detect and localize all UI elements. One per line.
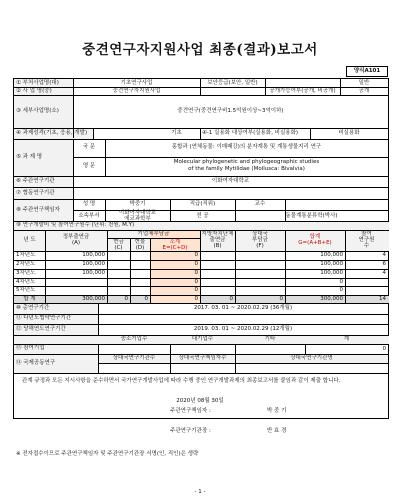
category-label: ④ 과제성격(기초, 응용, 개발) — [16, 130, 88, 136]
host-org-label: ⑥ 주관연구기관 — [16, 178, 55, 184]
pi-label: ⑧ 주관연구책임자 — [16, 207, 60, 213]
form-code-badge: 양식A101 — [346, 66, 388, 77]
pi-name-label: 성 명 — [82, 201, 96, 207]
total-period-label: ⑩ 총연구기간 — [16, 305, 50, 311]
govt-cell: 100,000 — [82, 252, 105, 258]
researchers-cell: 4 — [382, 252, 386, 258]
disclosure-value: 공개 — [358, 88, 370, 94]
korean-label: 국 문 — [82, 144, 96, 150]
budget-header-govt: 정부출연금 (A) — [62, 234, 90, 246]
intl-header-orgs: 상대국연구기관수 — [112, 355, 156, 361]
pi-dept-value-1: 이화여자대학교 — [118, 210, 157, 216]
participants-value-total: 0 — [382, 346, 386, 352]
total-cell: 0 — [339, 287, 343, 293]
participants-header-total: 계 — [343, 336, 350, 342]
subtotal-cell: 0 — [194, 252, 198, 258]
budget-header-researchers: 참여 연구원 수 — [358, 231, 375, 249]
security-label: 보안등급(보안, 일반) — [207, 80, 258, 86]
footnote: ※ 전자접수이므로 주관연구책임자 및 주관연구기관장 서명(인, 직인)은 생략 — [16, 451, 199, 457]
total-period-value: 2017. 03. 01 ~ 2020.02.29 (36개월) — [193, 305, 293, 311]
program-value: 중견연구자지원사업 — [112, 88, 161, 94]
year-cell: 1차년도 — [16, 252, 36, 258]
detail-program-value: 중견연구(중견연구비1.5억원이상~3억이하) — [177, 108, 284, 114]
host-org-value: 이화여자대학교 — [211, 178, 250, 184]
budget-header-inkind: 현물 (D) — [134, 239, 146, 251]
researchers-cell: 4 — [382, 270, 386, 276]
project-name-label: ⑤ 과 제 명 — [16, 154, 43, 160]
pi-major-label: 전 공 — [196, 213, 209, 219]
total-cell: 100,000 — [320, 252, 343, 258]
detail-program-label: ③ 세부사업명(소) — [16, 108, 59, 114]
year-cell: 2차년도 — [16, 261, 36, 267]
page-number: - 1 - — [194, 489, 206, 495]
year-cell: 5차년도 — [16, 287, 36, 293]
total-cell: 100,000 — [320, 261, 343, 267]
year-cell: 4차년도 — [16, 279, 36, 285]
english-label: 영 문 — [82, 163, 96, 169]
researchers-cell: 6 — [382, 261, 386, 267]
participants-header-large: 대기업수 — [191, 336, 214, 342]
practical-use-label: ④-1 실용화 대상여부(실용화, 비실용화) — [202, 130, 299, 136]
cash-cell: 0 — [124, 296, 128, 302]
other-cell: 0 — [279, 296, 283, 302]
inkind-cell: 0 — [144, 296, 148, 302]
multi-year-period-label: ⑪ 다년도협약연구기간 — [16, 315, 72, 321]
program-label: ② 사 업 명(중) — [16, 88, 52, 94]
pi-position-label: 직급(직위) — [189, 201, 216, 207]
pi-position-value: 교수 — [254, 201, 266, 207]
intl-header-orgname: 상대국연구기관명 — [290, 355, 333, 361]
total-cell: 300,000 — [320, 296, 343, 302]
budget-header-other: 상대국 부담금 (F) — [252, 231, 268, 249]
pi-dept-label: 소속부서 — [78, 213, 100, 219]
submission-date: 2020년 08월 30일 — [176, 398, 224, 404]
practical-use-value: 비실용화 — [338, 130, 360, 136]
pi-major-value: 동물계통분류학(박사) — [285, 213, 338, 219]
participants-header-other: 기타 — [264, 336, 276, 342]
head-sign-label: 주관연구기관장 : — [170, 428, 211, 434]
pi-sign-label: 주관연구책임자 : — [170, 408, 211, 414]
participants-header-sme: 중소기업수 — [120, 336, 148, 342]
disclosure-label: 공개가능여부(공개, 비공개) — [269, 88, 336, 94]
subtotal-cell: 0 — [194, 279, 198, 285]
english-title-line1: Molecular phylogenetic and phylogeographic studies — [173, 159, 320, 165]
total-cell: 0 — [339, 279, 343, 285]
english-title-line2: of the family Mytilidae (Mollusca: Bivalvia) — [188, 166, 305, 172]
pi-dept-value-2: 에코과학부 — [124, 216, 151, 222]
current-period-value: 2019. 03. 01 ~ 2020.02.29 (12개월) — [193, 326, 293, 332]
budget-header-cash: 현금 (C) — [113, 239, 124, 251]
category-value: 기초 — [171, 130, 182, 136]
budget-section-label: ⑨ 연구개발비 및 참여연구원수 (단위: 천원, M.Y) — [16, 222, 135, 228]
report-title: 중견연구자지원사업 최종(결과)보고서 — [82, 42, 318, 58]
year-cell: 합 계 — [23, 296, 36, 302]
intl-header-pis: 상대국연구책임자수 — [178, 355, 227, 361]
intl-label: ⑭ 국제공동연구 — [16, 360, 56, 366]
govt-cell: 300,000 — [82, 296, 105, 302]
declaration-text: 관계 규정과 모든 지시사항을 준수하면서 국가연구개발사업에 따라 수행 중인 연구개발과제의 최종보고서를 붙임과 같이 제출 합니다. — [22, 378, 341, 384]
budget-header-year: 년 도 — [23, 237, 36, 243]
business-name-label: ① 부처사업명(대) — [16, 80, 59, 86]
subtotal-cell: 0 — [194, 287, 198, 293]
coop-org-label: ⑦ 협동연구기관 — [16, 190, 55, 196]
budget-header-subtotal: 소계 E=(C+D) — [162, 239, 188, 251]
security-value: 일반 — [358, 80, 370, 86]
business-name-value: 기초연구사업 — [120, 80, 153, 86]
head-sign-name: 반 효 경 — [267, 428, 287, 434]
total-cell: 100,000 — [320, 270, 343, 276]
budget-header-corp: 기업체부담금 — [137, 231, 170, 237]
local-cell: 0 — [229, 296, 233, 302]
govt-cell: 100,000 — [82, 261, 105, 267]
pi-name-value: 박중기 — [129, 201, 146, 207]
budget-header-total: 합계 G=(A+B+E) — [298, 234, 332, 246]
subtotal-cell: 0 — [194, 261, 198, 267]
participants-label: ⑬ 참여기업 — [16, 345, 45, 351]
current-period-label: ⑫ 당해연도연구기간 — [16, 326, 66, 332]
researchers-cell: 14 — [379, 296, 386, 302]
pi-sign-name: 박 중 기 — [267, 408, 287, 414]
subtotal-cell: 0 — [194, 296, 198, 302]
year-cell: 3차년도 — [16, 270, 36, 276]
govt-cell: 100,000 — [82, 270, 105, 276]
korean-title: 홍합과 (연체동물: 이매패강)의 분자계통 및 계통생물지리 연구 — [171, 144, 322, 150]
subtotal-cell: 0 — [194, 270, 198, 276]
budget-header-local: 지방자치단체 출연금 (B) — [201, 231, 234, 249]
